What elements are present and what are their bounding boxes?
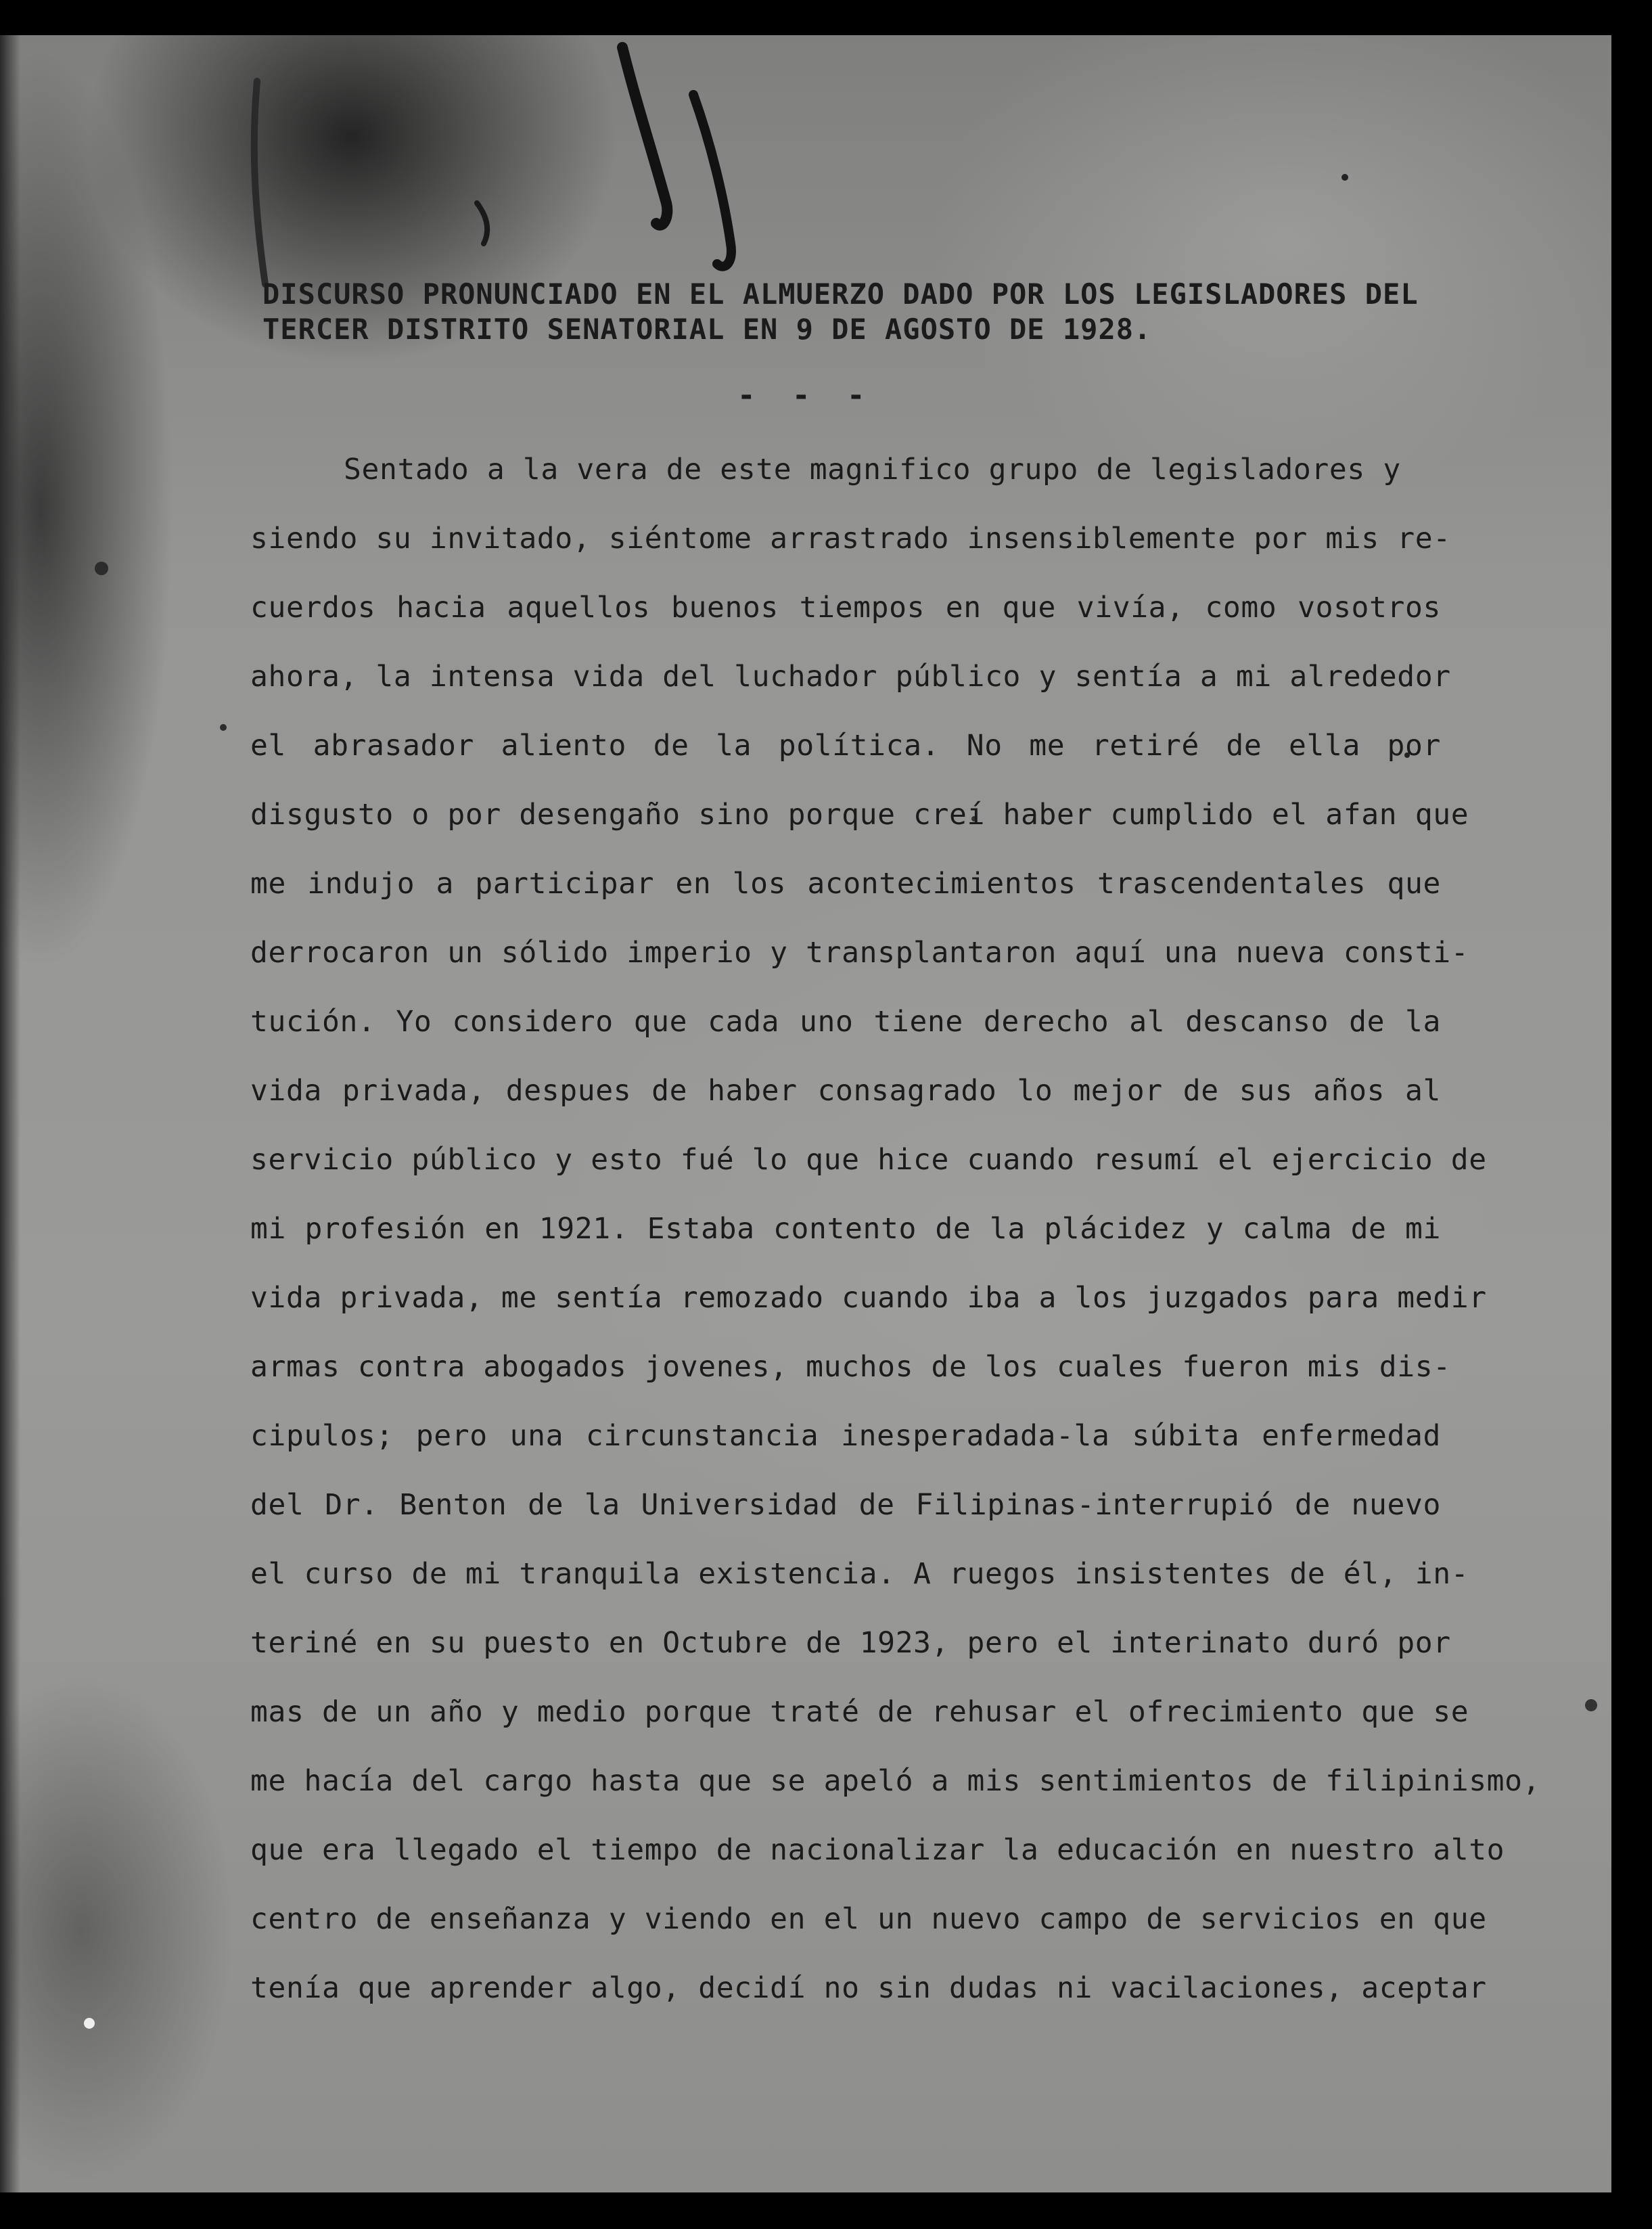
body-line-23: tenía que aprender algo, decidí no sin dudas ni vacilaciones, aceptar xyxy=(250,1971,1487,2005)
body-line-6: disgusto o por desengaño sino porque creí haber cumplido el afan que xyxy=(250,798,1469,832)
speech-title-line-1: DISCURSO PRONUNCIADO EN EL ALMUERZO DADO POR LOS LEGISLADORES DEL xyxy=(262,277,1419,311)
body-line-7: me indujo a participar en los acontecimientos trascendentales que xyxy=(250,867,1441,901)
body-line-11: servicio público y esto fué lo que hice cuando resumí el ejercicio de xyxy=(250,1143,1487,1177)
body-line-15: cipulos; pero una circunstancia inesperadada-la súbita enfermedad xyxy=(250,1419,1441,1453)
body-line-5: el abrasador aliento de la política. No me retiré de ella por xyxy=(250,729,1441,763)
body-line-10: vida privada, despues de haber consagrado lo mejor de sus años al xyxy=(250,1074,1441,1108)
body-line-18: teriné en su puesto en Octubre de 1923, pero el interinato duró por xyxy=(250,1626,1451,1660)
body-line-4: ahora, la intensa vida del luchador público y sentía a mi alrededor xyxy=(250,660,1451,694)
body-line-9: tución. Yo considero que cada uno tiene derecho al descanso de la xyxy=(250,1005,1441,1039)
title-separator: - - - xyxy=(737,378,875,413)
body-line-19: mas de un año y medio porque traté de rehusar el ofrecimiento que se xyxy=(250,1695,1469,1729)
body-line-3: cuerdos hacia aquellos buenos tiempos en que vivía, como vosotros xyxy=(250,591,1441,625)
body-line-2: siendo su invitado, siéntome arrastrado insensiblemente por mis re- xyxy=(250,522,1451,556)
body-line-21: que era llegado el tiempo de nacionalizar la educación en nuestro alto xyxy=(250,1833,1505,1867)
body-line-13: vida privada, me sentía remozado cuando iba a los juzgados para medir xyxy=(250,1281,1487,1315)
speech-title-line-2: TERCER DISTRITO SENATORIAL EN 9 DE AGOSTO DE 1928. xyxy=(262,313,1152,346)
body-line-16: del Dr. Benton de la Universidad de Filipinas-interrupió de nuevo xyxy=(250,1488,1441,1522)
body-line-20: me hacía del cargo hasta que se apeló a mis sentimientos de filipinismo, xyxy=(250,1764,1541,1798)
body-line-1: Sentado a la vera de este magnifico grupo de legisladores y xyxy=(344,453,1401,487)
body-line-17: el curso de mi tranquila existencia. A ruegos insistentes de él, in- xyxy=(250,1557,1469,1591)
body-line-12: mi profesión en 1921. Estaba contento de la plácidez y calma de mi xyxy=(250,1212,1441,1246)
body-line-22: centro de enseñanza y viendo en el un nuevo campo de servicios en que xyxy=(250,1902,1487,1936)
body-line-8: derrocaron un sólido imperio y transplantaron aquí una nueva consti- xyxy=(250,936,1469,970)
body-line-14: armas contra abogados jovenes, muchos de los cuales fueron mis dis- xyxy=(250,1350,1451,1384)
